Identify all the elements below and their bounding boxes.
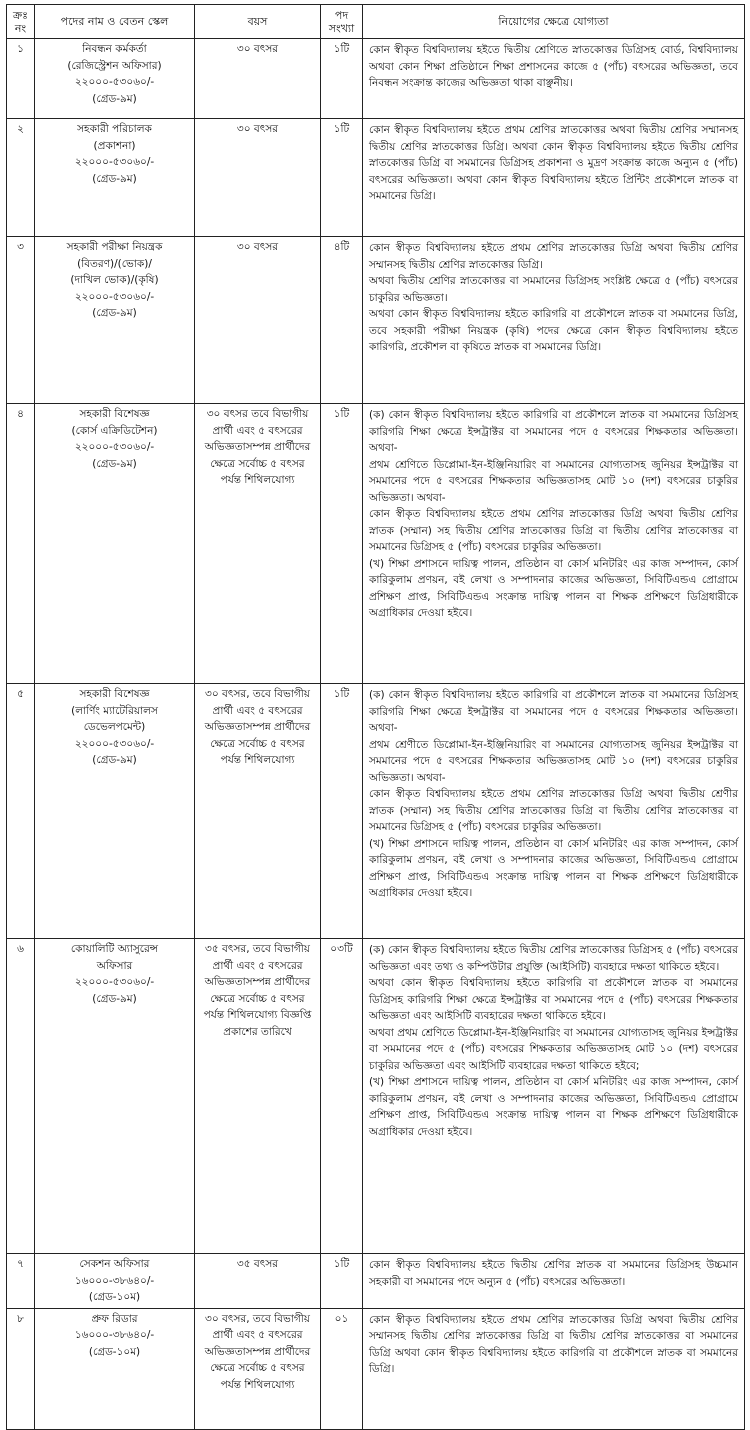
post-line: ডেভেলপমেন্ট) (83, 721, 146, 733)
serial-cell: ৩ (7, 237, 35, 404)
post-line: (কোর্স এক্রিডিটেশন) (71, 424, 158, 437)
count-cell: ০৩টি (321, 939, 363, 1254)
count-cell: ১টি (321, 684, 363, 939)
post-line: (গ্রেড-৯ম) (92, 307, 137, 319)
table-row (7, 939, 745, 1254)
qualification-paragraph: কোন স্বীকৃত বিশ্ববিদ্যালয় হইতে প্রথম শ্রেণির স্নাতকোত্তর ডিগ্রি অথবা দ্বিতীয় শ্রেণির সম্মানসহ দ্বিতীয় শ্রেণির স্নাতকোত্তর ডিগ্রি। (369, 242, 738, 271)
post-line: (গ্রেড-৯ম) (92, 754, 137, 766)
table-row (7, 1254, 745, 1309)
table-row (7, 684, 745, 939)
post-line: কোয়ালিটি অ্যাসুরেন্স (70, 943, 159, 955)
qualification-paragraph: অথবা প্রথম শ্রেণিতে ডিপ্লোমা-ইন-ইঞ্জিনিয়ারিং বা সমমানের যোগ্যতাসহ জুনিয়র ইন্সট্রাক্টর বা সমমানের পদে ৫ (পাঁচ) বৎসরের শিক্ষকতার অভিজ্ঞতাসহ মোট ১০ (দশ) বৎসরের চাকুরির অভিজ্ঞতা এবং আইসিটি ব্যবহারের দক্ষতা থাকিতে হইবে; (369, 1026, 738, 1072)
post-line: (গ্রেড-৯ম) (92, 992, 137, 1005)
qualification-paragraph: প্রথম শ্রেণীতে ডিপ্লোমা-ইন-ইঞ্জিনিয়ারিং বা সমমানের যোগ্যতাসহ জুনিয়র ইন্সট্রাক্টর বা সমমানের পদে ৫ বৎসরের শিক্ষকতার অভিজ্ঞতাসহ মোট ১০ (দশ) বৎসরের চাকুরির অভিজ্ঞতা। অথবা- (369, 738, 738, 784)
post-cell (35, 39, 195, 119)
age-cell: ৩০ বৎসর (195, 39, 321, 119)
post-line: অফিসার (96, 959, 133, 972)
post-cell (35, 1254, 195, 1309)
post-line: সহকারী পরিচালক (77, 123, 152, 135)
post-line: (দাখিল ভোক)/(কৃষি) (70, 274, 159, 286)
qualification-cell (363, 237, 745, 404)
count-cell: ১টি (321, 39, 363, 119)
age-cell: ৩০ বৎসর তবে বিভাগীয় প্রার্থী এবং ৫ বৎসরের অভিজ্ঞতাসম্পন্ন প্রার্থীদের ক্ষেত্রে সর্বোচ্চ ৫ বৎসর পর্যন্ত শিথিলযোগ্য (195, 404, 321, 684)
post-line: ২২০০০-৫৩০৬০/- (74, 976, 155, 988)
recruitment-table (6, 4, 745, 1430)
qualification-cell (363, 684, 745, 939)
qualification-paragraph: (ক) কোন স্বীকৃত বিশ্ববিদ্যালয় হইতে কারিগরি বা প্রকৌশলে স্নাতক বা সমমানের ডিগ্রিসহ কারিগরি শিক্ষা ক্ষেত্রে ইন্সট্রাক্টর বা সমমানের পদে ৫ বৎসরের শিক্ষকতার অভিজ্ঞতা। অথবা- (369, 409, 738, 454)
qualification-paragraph: কোন স্বীকৃত বিশ্ববিদ্যালয় হইতে প্রথম শ্রেণির স্নাতকোত্তর ডিগ্রি অথবা দ্বিতীয় শ্রেণির সম্মানসহ দ্বিতীয় শ্রেণির স্নাতকোত্তর ডিগ্রি বা দ্বিতীয় শ্রেণির স্নাতকোত্তর বা সমমানের ডিগ্রি অথবা কোন স্বীকৃত বিশ্ববিদ্যালয় হইতে কারিগরি বা প্রকৌশলে স্নাতক বা সমমানের ডিগ্রি। (369, 1313, 738, 1375)
post-line: নিবন্ধন কর্মকর্তা (82, 43, 147, 55)
qualification-paragraph: কোন স্বীকৃত বিশ্ববিদ্যালয় হইতে প্রথম শ্রেণির স্নাতকোত্তর অথবা দ্বিতীয় শ্রেণির সম্মানসহ দ্বিতীয় শ্রেণির স্নাতকোত্তর ডিগ্রি। অথবা কোন স্বীকৃত বিশ্ববিদ্যালয় হইতে দ্বিতীয় শ্রেণির স্নাতকোত্তর ডিগ্রি বা সমমানের ডিগ্রিসহ প্রকাশনা ও মুদ্রণ সংক্রান্ত কাজে অন্যুন ৫ (পাঁচ) বৎসরের অভিজ্ঞতা। অথবা কোন স্বীকৃত বিশ্ববিদ্যালয় হইতে প্রিন্টিং প্রকৌশলে স্নাতক বা সমমানের ডিগ্রি। (369, 124, 738, 202)
post-line: ২২০০০-৫৩০৬০/- (74, 156, 155, 168)
qualification-paragraph: প্রথম শ্রেণিতে ডিপ্লোমা-ইন-ইঞ্জিনিয়ারিং বা সমমানের যোগ্যতাসহ জুনিয়র ইন্সট্রাক্টর বা সমমানের পদে ৫ বৎসরের শিক্ষকতার অভিজ্ঞতাসহ মোট ১০ (দশ) বৎসরের চাকুরির অভিজ্ঞতা। অথবা- (369, 458, 738, 504)
count-cell: ৪টি (321, 237, 363, 404)
post-line: ২২০০০-৫৩০৬০/- (74, 290, 155, 303)
age-cell: ৩০ বৎসর (195, 119, 321, 237)
header-post: পদের নাম ও বেতন স্কেল (35, 5, 195, 39)
post-line: প্রুফ রিডার (91, 1312, 138, 1325)
qualification-paragraph: কোন স্বীকৃত বিশ্ববিদ্যালয় হইতে দ্বিতীয় শ্রেণির স্নাতক বা সমমানের ডিগ্রিসহ উচ্চমান সহকারী বা সমমানের পদে অন্যুন ৫ (পাঁচ) বৎসরের অভিজ্ঞতা। (369, 1259, 738, 1288)
qualification-paragraph: (খ) শিক্ষা প্রশাসনে দায়িত্ব পালন, প্রতিষ্ঠান বা কোর্স মনিটরিং এর কাজ সম্পাদন, কোর্স কারিকুলাম প্রণয়ন, বই লেখা ও সম্পাদনার কাজের অভিজ্ঞতা, সিবিটিএন্ডএ প্রোগ্রামে প্রশিক্ষণ প্রাপ্ত, সিবিটিএন্ডএ সংক্রান্ত দায়িত্ব পালন বা শিক্ষক প্রশিক্ষণে ডিগ্রিধারীকে অগ্রাধিকার দেওয়া হইবে। (369, 1076, 738, 1138)
serial-cell: ৪ (7, 404, 35, 684)
post-line: (প্রকাশনা) (93, 139, 136, 152)
table-row (7, 404, 745, 684)
table-row (7, 1308, 745, 1429)
qualification-cell (363, 1254, 745, 1309)
post-line: (রেজিস্ট্রেশন অফিসার) (67, 59, 162, 72)
serial-cell: ৮ (7, 1308, 35, 1429)
qualification-cell (363, 404, 745, 684)
header-row (7, 5, 745, 39)
post-line: (গ্রেড-৯ম) (92, 172, 137, 185)
age-cell: ৩০ বৎসর (195, 237, 321, 404)
post-cell (35, 404, 195, 684)
table-row (7, 119, 745, 237)
post-line: ২২০০০-৫৩০৬০/- (74, 76, 155, 88)
post-cell (35, 1308, 195, 1429)
qualification-cell (363, 939, 745, 1254)
qualification-paragraph: কোন স্বীকৃত বিশ্ববিদ্যালয় হইতে প্রথম শ্রেণির স্নাতকোত্তর ডিগ্রি অথবা দ্বিতীয় শ্রেণির স্নাতক (সম্মান) সহ দ্বিতীয় শ্রেণির স্নাতকোত্তর ডিগ্রি বা দ্বিতীয় শ্রেণির স্নাতকোত্তর বা সমমানের ডিগ্রিসহ ৫ (পাঁচ) বৎসরের চাকুরির অভিজ্ঞতা। (369, 508, 738, 553)
qualification-cell (363, 1308, 745, 1429)
qualification-paragraph: (ক) কোন স্বীকৃত বিশ্ববিদ্যালয় হইতে দ্বিতীয় শ্রেণির স্নাতকোত্তর ডিগ্রিসহ ৫ (পাঁচ) বৎসরের অভিজ্ঞতা এবং তথ্য ও কম্পিউটার প্রযুক্তি (আইসিটি) ব্যবহারে দক্ষতা থাকিতে হইবে। (369, 944, 738, 973)
post-line: ২২০০০-৫৩০৬০/- (74, 737, 155, 750)
post-line: ১৬০০০-৩৮৬৪০/- (74, 1274, 155, 1287)
qualification-cell (363, 119, 745, 237)
qualification-paragraph: (খ) শিক্ষা প্রশাসনে দায়িত্ব পালন, প্রতিষ্ঠান বা কোর্স মনিটরিং এর কাজ সম্পাদন, কোর্স কারিকুলাম প্রণয়ন, বই লেখা ও সম্পাদনার কাজের অভিজ্ঞতা, সিবিটিএন্ডএ প্রোগ্রামে প্রশিক্ষণ প্রাপ্ত, সিবিটিএন্ডএ সংক্রান্ত দায়িত্ব পালন বা শিক্ষক প্রশিক্ষণে ডিগ্রিধারীকে অগ্রাধিকার দেওয়া হইবে। (369, 837, 738, 899)
serial-cell: ৫ (7, 684, 35, 939)
count-cell: ১টি (321, 404, 363, 684)
post-cell (35, 237, 195, 404)
table-body (7, 39, 745, 1430)
post-line: সহকারী বিশেষজ্ঞ (79, 408, 150, 420)
header-serial: ক্রঃ নং (7, 5, 35, 39)
post-line: (গ্রেড-১০ম) (88, 1345, 141, 1358)
qualification-paragraph: কোন স্বীকৃত বিশ্ববিদ্যালয় হইতে দ্বিতীয় শ্রেণিতে স্নাতকোত্তর ডিগ্রিসহ বোর্ড, বিশ্ববিদ্যালয় অথবা কোন শিক্ষা প্রতিষ্ঠানে শিক্ষা প্রশাসনের কাজে ৫ (পাঁচ) বৎসরের অভিজ্ঞতা, তবে নিবন্ধন সংক্রান্ত কাজের অভিজ্ঞতা থাকা বাঞ্ছনীয়। (369, 44, 738, 89)
post-line: সহকারী বিশেষজ্ঞ (79, 688, 150, 700)
serial-cell: ৬ (7, 939, 35, 1254)
post-cell (35, 119, 195, 237)
header-qualification: নিয়োগের ক্ষেত্রে যোগ্যতা (363, 5, 745, 39)
qualification-cell (363, 39, 745, 119)
post-line: (লার্ণিং ম্যাটেরিয়ালস (71, 704, 158, 717)
table-row (7, 237, 745, 404)
post-line: (গ্রেড-৯ম) (92, 457, 137, 470)
qualification-paragraph: কোন স্বীকৃত বিশ্ববিদ্যালয় হইতে প্রথম শ্রেণির স্নাতকোত্তর ডিগ্রি অথবা দ্বিতীয় শ্রেণীর স্নাতক (সম্মান) সহ দ্বিতীয় শ্রেণির স্নাতকোত্তর ডিগ্রি বা দ্বিতীয় শ্রেণির স্নাতকোত্তর বা সমমানের ডিগ্রিসহ ৫ (পাঁচ) বৎসরের চাকুরির অভিজ্ঞতা। (369, 788, 738, 833)
post-line: (গ্রেড-১০ম) (88, 1291, 141, 1303)
qualification-paragraph: অথবা কোন স্বীকৃত বিশ্ববিদ্যালয় হইতে কারিগরি বা প্রকৌশলে স্নাতক বা সমমানের ডিগ্রিসহ কারিগরি শিক্ষা ক্ষেত্রে ইন্সট্রাক্টর বা সমমানের পদে ৫ (পাঁচ) বৎসরের শিক্ষকতার অভিজ্ঞতা এবং আইসিটি ব্যবহারের দক্ষতা থাকিতে হইবে। (369, 977, 738, 1022)
post-line: (বিতরণ)/(ভোক)/ (77, 257, 152, 270)
qualification-paragraph: অথবা দ্বিতীয় শ্রেণির স্নাতকোত্তর বা সমমানের ডিগ্রিসহ সংশ্লিষ্ট ক্ষেত্রে ৫ (পাঁচ) বৎসরের চাকুরির অভিজ্ঞতা। (369, 275, 738, 304)
post-line: ১৬০০০-৩৮৬৪০/- (74, 1329, 155, 1341)
header-age: বয়স (195, 5, 321, 39)
post-line: সহকারী পরীক্ষা নিয়ন্ত্রক (66, 241, 163, 253)
serial-cell: ২ (7, 119, 35, 237)
post-cell (35, 939, 195, 1254)
serial-cell: ৭ (7, 1254, 35, 1309)
age-cell: ৩৫ বৎসর (195, 1254, 321, 1309)
age-cell: ৩০ বৎসর, তবে বিভাগীয় প্রার্থী এবং ৫ বৎসরের অভিজ্ঞতাসম্পন্ন প্রার্থীদের ক্ষেত্রে সর্বোচ্চ ৫ বৎসর পর্যন্ত শিথিলযোগ্য (195, 1308, 321, 1429)
age-cell: ৩০ বৎসর, তবে বিভাগীয় প্রার্থী এবং ৫ বৎসরের অভিজ্ঞতাসম্পন্ন প্রার্থীদের ক্ষেত্রে সর্বোচ্চ ৫ বৎসর পর্যন্ত শিথিলযোগ্য (195, 684, 321, 939)
post-cell (35, 684, 195, 939)
post-line: ২২০০০-৫৩০৬০/- (74, 441, 155, 453)
qualification-paragraph: (ক) কোন স্বীকৃত বিশ্ববিদ্যালয় হইতে কারিগরি বা প্রকৌশলে স্নাতক বা সমমানের ডিগ্রিসহ কারিগরি শিক্ষা ক্ষেত্রে ইন্সট্রাক্টর বা সমমানের পদে ৫ বৎসরের শিক্ষকতার অভিজ্ঞতা। অথবা- (369, 689, 738, 734)
count-cell: ১টি (321, 119, 363, 237)
header-count: পদ সংখ্যা (321, 5, 363, 39)
serial-cell: ১ (7, 39, 35, 119)
count-cell: ০১ (321, 1308, 363, 1429)
table-row (7, 39, 745, 119)
qualification-paragraph: (খ) শিক্ষা প্রশাসনে দায়িত্ব পালন, প্রতিষ্ঠান বা কোর্স মনিটরিং এর কাজ সম্পাদন, কোর্স কারিকুলাম প্রণয়ন, বই লেখা ও সম্পাদনার কাজের অভিজ্ঞতা, সিবিটিএন্ডএ প্রোগ্রামে প্রশিক্ষণ প্রাপ্ত, সিবিটিএন্ডএ সংক্রান্ত দায়িত্ব পালন বা শিক্ষক প্রশিক্ষণে ডিগ্রিধারীকে অগ্রাধিকার দেওয়া হইবে। (369, 557, 738, 619)
age-cell: ৩৫ বৎসর, তবে বিভাগীয় প্রার্থী এবং ৫ বৎসরের অভিজ্ঞতাসম্পন্ন প্রার্থীদের ক্ষেত্রে সর্বোচ্চ ৫ বৎসর পর্যন্ত শিথিলযোগ্য বিজ্ঞপ্তি প্রকাশের তারিখে (195, 939, 321, 1254)
post-line: (গ্রেড-৯ম) (92, 92, 137, 105)
qualification-paragraph: অথবা কোন স্বীকৃত বিশ্ববিদ্যালয় হইতে কারিগরি বা প্রকৌশলে স্নাতক বা সমমানের ডিগ্রি, তবে সহকারী পরীক্ষা নিয়ন্ত্রক (কৃষি) পদের ক্ষেত্রে কোন স্বীকৃত বিশ্ববিদ্যালয় হইতে কারিগরি, প্রকৌশল বা কৃষিতে স্নাতক বা সমমানের ডিগ্রি। (369, 308, 738, 353)
post-line: সেকশন অফিসার (79, 1258, 150, 1270)
count-cell: ১টি (321, 1254, 363, 1309)
